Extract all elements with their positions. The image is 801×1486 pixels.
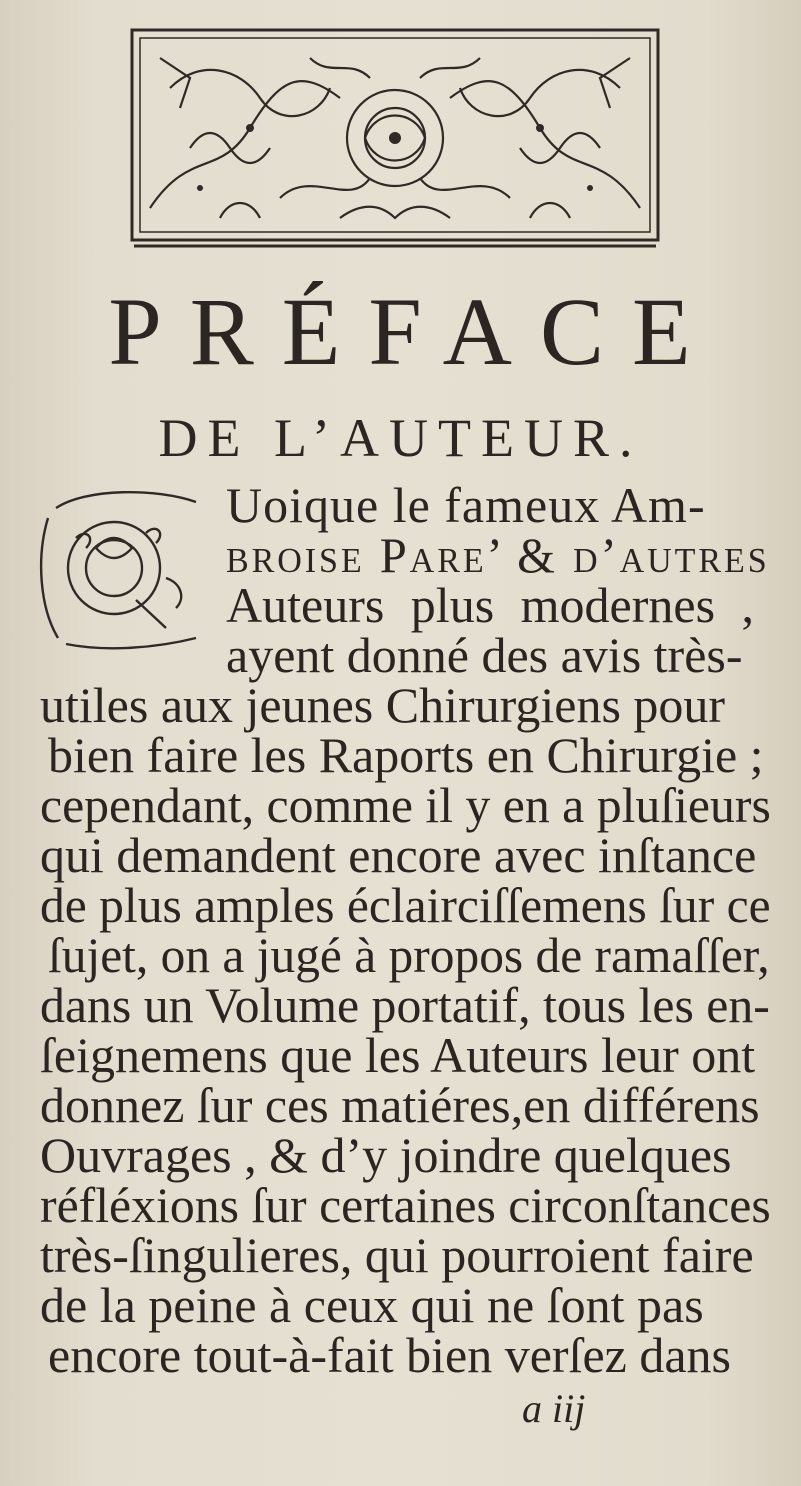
page-subtitle: DE L’AUTEUR. bbox=[158, 408, 643, 468]
text-line: dans un Volume portatif, tous les en- bbox=[40, 977, 770, 1033]
text-line: de plus amples éclairciſſemens ſur ce bbox=[40, 877, 771, 933]
page-title: PRÉFACE bbox=[108, 278, 719, 385]
text-line: bien faire les Raports en Chirurgie ; bbox=[48, 727, 764, 783]
headpiece-ornament-icon bbox=[130, 28, 660, 250]
text-line: utiles aux jeunes Chirurgiens pour bbox=[40, 677, 726, 733]
text-line: donnez ſur ces matiéres,en différens bbox=[40, 1077, 760, 1133]
text-line: de la peine à ceux qui ne ſont pas bbox=[40, 1277, 704, 1333]
text-line: très-ſingulieres, qui pourroient faire bbox=[40, 1227, 754, 1283]
text-line: ſujet, on a jugé à propos de ramaſſer, bbox=[48, 927, 770, 983]
text-line: qui demandent encore avec inſtance bbox=[40, 827, 757, 883]
text-line: cependant, comme il y en a pluſieurs bbox=[40, 777, 771, 833]
text-line: Ouvrages , & d’y joindre quelques bbox=[40, 1127, 732, 1183]
text-line: encore tout-à-fait bien verſez dans bbox=[48, 1327, 731, 1383]
text-line: Auteurs plus modernes , bbox=[226, 577, 755, 633]
text-line: ayent donné des avis très- bbox=[226, 627, 743, 683]
text-line: Uoique le fameux Am- bbox=[226, 477, 706, 533]
ornamental-initial-icon bbox=[36, 488, 206, 652]
text-line: broise Pare’ & d’autres bbox=[226, 527, 770, 583]
signature-mark: a iij bbox=[522, 1386, 586, 1431]
text-line: réfléxions ſur certaines circonſtances bbox=[40, 1177, 771, 1233]
text-line: ſeignemens que les Auteurs leur ont bbox=[40, 1027, 756, 1083]
